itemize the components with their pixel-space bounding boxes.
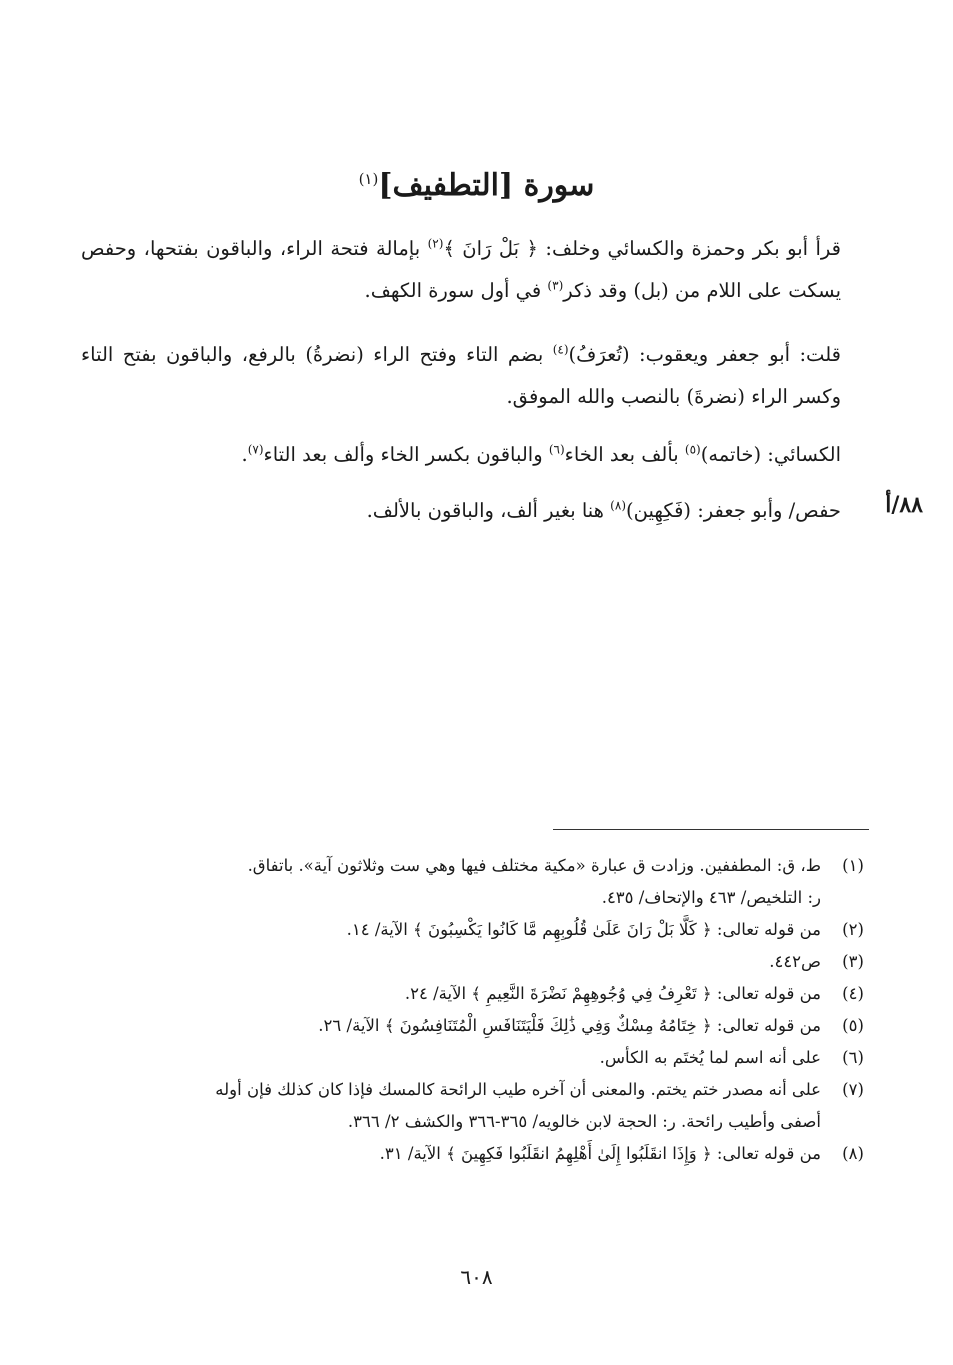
paragraph-text: في أول سورة الكهف. [364,279,548,302]
footnote-item [98,914,873,946]
footnote-item [98,946,873,978]
footnote-text: أصفى وأطيب رائحة. ر: الحجة لابن خالويه/ ٣٦٥-٣٦٦ والكشف ٢/ ٣٦٦. [347,1112,821,1131]
footnote-text: من قوله تعالى: ﴿ وَإِذَا انقَلَبُوا إِلَىٰ أَهْلِهِمُ انقَلَبُوا فَكِهِينَ ﴾ الآية/ ٣١. [379,1144,821,1163]
footnote-ref: (٧) [247,442,264,457]
surah-title-text: سورة [التطفيف] [378,168,595,203]
footnote-ref: (٥) [684,442,701,457]
footnote-item [98,1074,873,1138]
paragraph-text: قلت: أبو جعفر ويعقوب: (تُعرَفُ) [568,343,841,366]
footnote-ref: (٦) [548,442,565,457]
paragraph-text: هنا بغير ألف، والباقون بالألف. [366,499,611,522]
footnote-item [98,1010,873,1042]
paragraph-4 [81,490,841,532]
footnote-text: ر: التلخيص/ ٤٦٣ والإتحاف/ ٤٣٥. [601,888,821,907]
footnote-text: ط، ق: المطففين. وزادت ق عبارة «مكية مختلف فيها وهي ست وثلاثون آية». باتفاق. [247,856,821,875]
page-number: ٦٠٨ [460,1265,493,1289]
footnote-number: (٢) [842,920,864,939]
footnotes-section [98,850,873,1170]
footnote-ref: (٢) [427,236,444,251]
footnote-text: من قوله تعالى: ﴿ كَلَّا بَلْ رَانَ عَلَىٰ قُلُوبِهِم مَّا كَانُوا يَكْسِبُونَ ﴾ الآية/ ١٤. [346,920,821,939]
footnote-text: ص٤٤٢. [769,952,821,971]
footnote-text: من قوله تعالى: ﴿ خِتَامُهُ مِسْكٌ وَفِي ذَٰلِكَ فَلْيَتَنَافَسِ الْمُتَنَافِسُونَ ﴾ الآية/ ٢٦. [318,1016,821,1035]
footnote-ref: (٨) [610,498,626,513]
footnote-number: (٤) [842,984,864,1003]
manuscript-folio-mark: ٨٨/أ [885,492,923,518]
footnote-item [98,1138,873,1170]
footnote-text: على أنه مصدر ختم يختم. والمعنى أن آخره طيب الرائحة كالمسك فإذا كان كذلك فإن أوله [215,1080,821,1099]
paragraph-text: بإمالة فتحة الراء، والباقون بفتحها، وحفص يسكت على اللام من (بل) وقد ذكر [81,237,841,302]
paragraph-3 [81,434,841,476]
footnote-number: (١) [842,856,864,875]
footnote-number: (٨) [842,1144,864,1163]
paragraph-text: قرأ أبو بكر وحمزة والكسائي وخلف: ﴿ بَلْ رَانَ ﴾ [443,237,841,260]
footnote-item [98,978,873,1010]
footnote-number: (٦) [842,1048,864,1067]
footnote-ref: (٤) [552,342,569,357]
footnote-item [98,1042,873,1074]
paragraph-text: والباقون بكسر الخاء وألف بعد التاء [263,443,549,466]
paragraph-1 [81,228,841,312]
footnote-divider [553,829,869,830]
footnote-text: على أنه اسم لما يُختَم به الكأس. [599,1048,821,1067]
paragraph-text: . [241,443,248,466]
paragraph-text: حفص/ وأبو جعفر: (فَكِهِين) [626,499,841,522]
paragraph-text: بألف بعد الخاء [564,443,685,466]
paragraph-text: بضم التاء وفتح الراء (نضرةُ) بالرفع، والباقون بفتح التاء وكسر الراء (نضرةَ) بالنصب والله الموفق. [81,343,841,408]
footnote-item [98,850,873,914]
surah-title [0,168,953,203]
surah-title-footnote-ref: (١) [358,170,379,188]
footnote-number: (٣) [842,952,864,971]
footnote-number: (٧) [842,1080,864,1099]
paragraph-2 [81,334,841,418]
footnote-number: (٥) [842,1016,864,1035]
footnote-ref: (٣) [547,278,564,293]
footnote-text: من قوله تعالى: ﴿ تَعْرِفُ فِي وُجُوهِهِمْ نَضْرَةَ النَّعِيمِ ﴾ الآية/ ٢٤. [404,984,821,1003]
paragraph-text: الكسائي: (خاتمه) [700,443,841,466]
